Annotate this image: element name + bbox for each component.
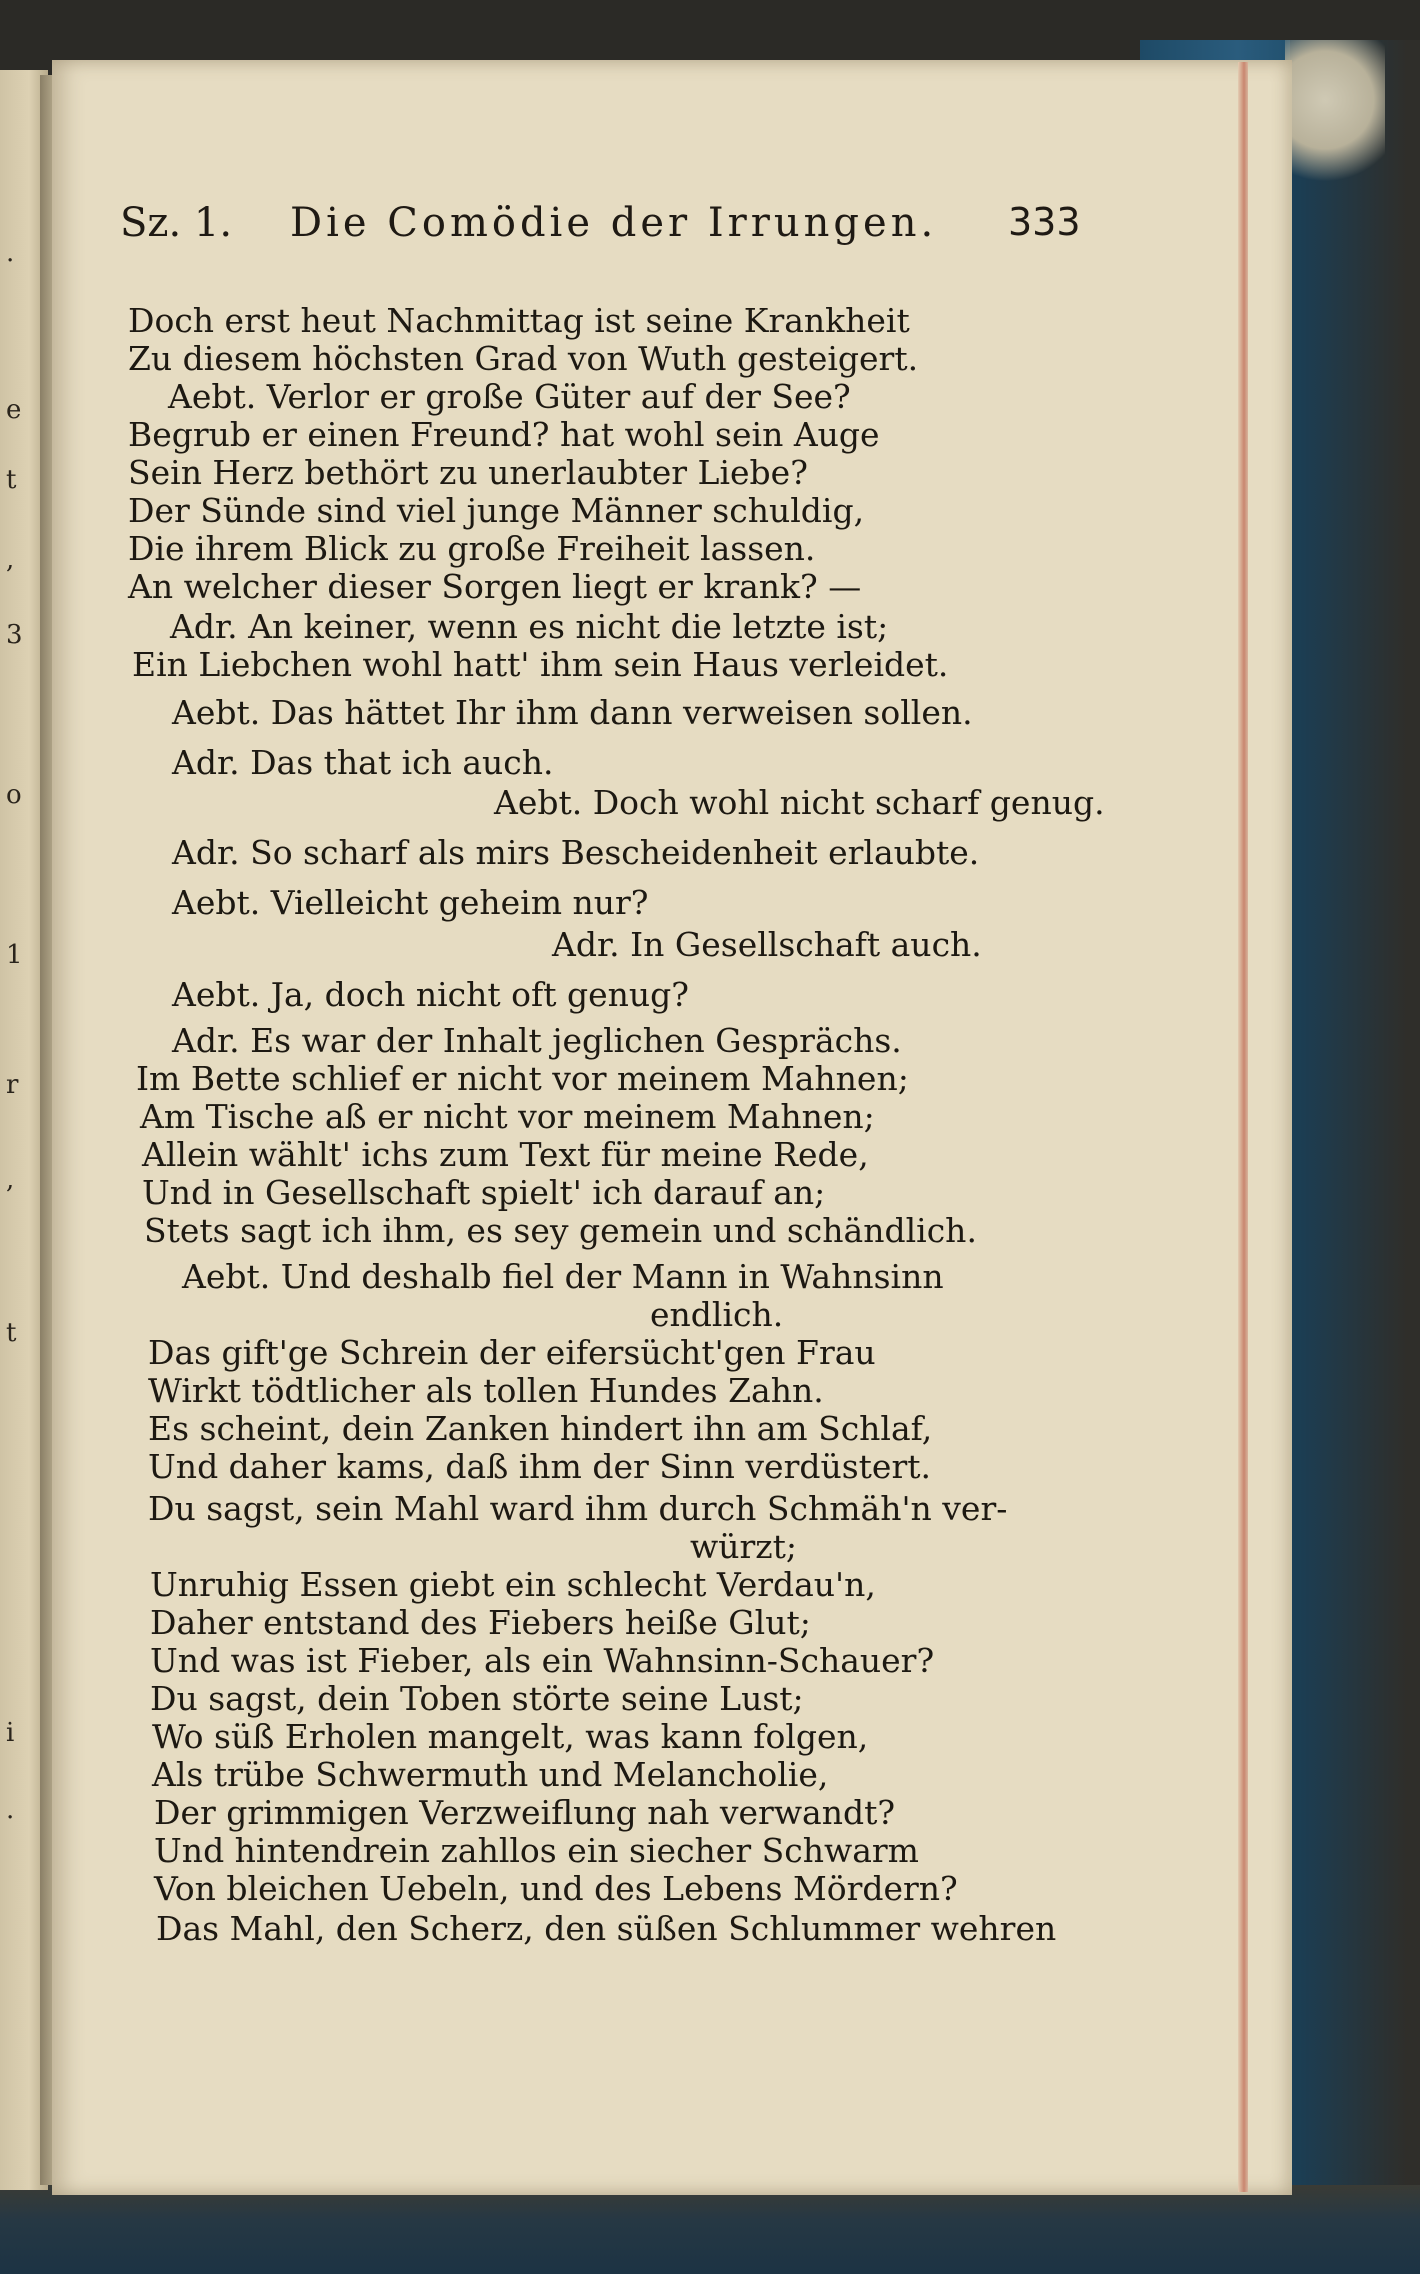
page-title: Die Comödie der Irrungen. [290,200,938,246]
text-line: Wirkt tödtlicher als tollen Hundes Zahn. [148,1371,824,1410]
text-line: Du sagst, sein Mahl ward ihm durch Schmäh'n ver- [148,1489,1008,1528]
page-number: 333 [1008,200,1081,244]
text-line: Zu diesem höchsten Grad von Wuth gesteigert. [128,339,919,378]
left-fragment: , [6,545,15,575]
text-line: würzt; [690,1527,798,1566]
text-line: Und daher kams, daß ihm der Sinn verdüstert. [148,1447,931,1486]
text-line: Die ihrem Blick zu große Freiheit lassen. [128,529,816,568]
text-line: Doch erst heut Nachmittag ist seine Krankheit [128,301,910,340]
scene-label: Sz. 1. [120,200,233,246]
text-line: Der Sünde sind viel junge Männer schuldig, [128,491,865,530]
text-line: An welcher dieser Sorgen liegt er krank? — [128,567,862,606]
text-line: Aebt. Verlor er große Güter auf der See? [168,377,851,416]
text-line: Aebt. Ja, doch nicht oft genug? [172,975,689,1014]
left-fragment: . [6,1795,15,1825]
page-header [120,200,1080,260]
text-line: Und hintendrein zahllos ein siecher Schwarm [154,1831,919,1870]
text-line: Allein wählt' ichs zum Text für meine Rede, [142,1135,869,1174]
text-line: Adr. In Gesellschaft auch. [552,925,982,964]
left-fragment: t [6,465,17,495]
left-fragment: 1 [6,940,23,970]
left-fragment: o [6,780,22,810]
text-line: Es scheint, dein Zanken hindert ihn am Schlaf, [148,1409,933,1448]
page-red-edge [1238,62,1248,2192]
text-line: Und in Gesellschaft spielt' ich darauf an; [142,1173,826,1212]
text-line: Adr. So scharf als mirs Bescheidenheit erlaubte. [172,833,980,872]
text-line: Aebt. Doch wohl nicht scharf genug. [494,783,1105,822]
text-line: Im Bette schlief er nicht vor meinem Mahnen; [136,1059,909,1098]
text-line: Begrub er einen Freund? hat wohl sein Auge [128,415,880,454]
text-line: Stets sagt ich ihm, es sey gemein und schändlich. [144,1211,977,1250]
text-line: Unruhig Essen giebt ein schlecht Verdau'n, [150,1565,876,1604]
text-line: Wo süß Erholen mangelt, was kann folgen, [152,1717,869,1756]
text-line: Aebt. Vielleicht geheim nur? [172,883,649,922]
left-fragment: t [6,1318,17,1348]
text-line: Du sagst, dein Toben störte seine Lust; [150,1679,804,1718]
text-line: Ein Liebchen wohl hatt' ihm sein Haus verleidet. [132,645,949,684]
text-line: Adr. An keiner, wenn es nicht die letzte ist; [170,607,889,646]
text-line: Adr. Das that ich auch. [172,743,554,782]
text-line: endlich. [650,1295,784,1334]
text-line: Das Mahl, den Scherz, den süßen Schlummer wehren [156,1909,1057,1948]
left-fragment: i [6,1718,15,1748]
left-fragment: r [6,1070,19,1100]
text-line: Daher entstand des Fiebers heiße Glut; [150,1603,811,1642]
text-line: Und was ist Fieber, als ein Wahnsinn-Schauer? [150,1641,935,1680]
book-bottom-edge [0,2185,1420,2274]
text-line: Von bleichen Uebeln, und des Lebens Mördern? [154,1869,958,1908]
text-line: Der grimmigen Verzweiflung nah verwandt? [154,1793,896,1832]
left-fragment: , [6,1165,15,1195]
text-line: Als trübe Schwermuth und Melancholie, [152,1755,829,1794]
text-line: Adr. Es war der Inhalt jeglichen Gesprächs. [172,1021,902,1060]
left-fragment: e [6,395,22,425]
text-line: Aebt. Das hättet Ihr ihm dann verweisen sollen. [172,693,973,732]
text-line: Das gift'ge Schrein der eifersücht'gen Frau [148,1333,876,1372]
text-line: Am Tische aß er nicht vor meinem Mahnen; [140,1097,875,1136]
worn-corner [1285,40,1385,190]
left-fragment: 3 [6,620,23,650]
left-fragment: . [6,238,15,268]
book-cover-edge [1290,40,1420,2274]
text-line: Aebt. Und deshalb fiel der Mann in Wahnsinn [182,1257,944,1296]
text-line: Sein Herz bethört zu unerlaubter Liebe? [128,453,808,492]
